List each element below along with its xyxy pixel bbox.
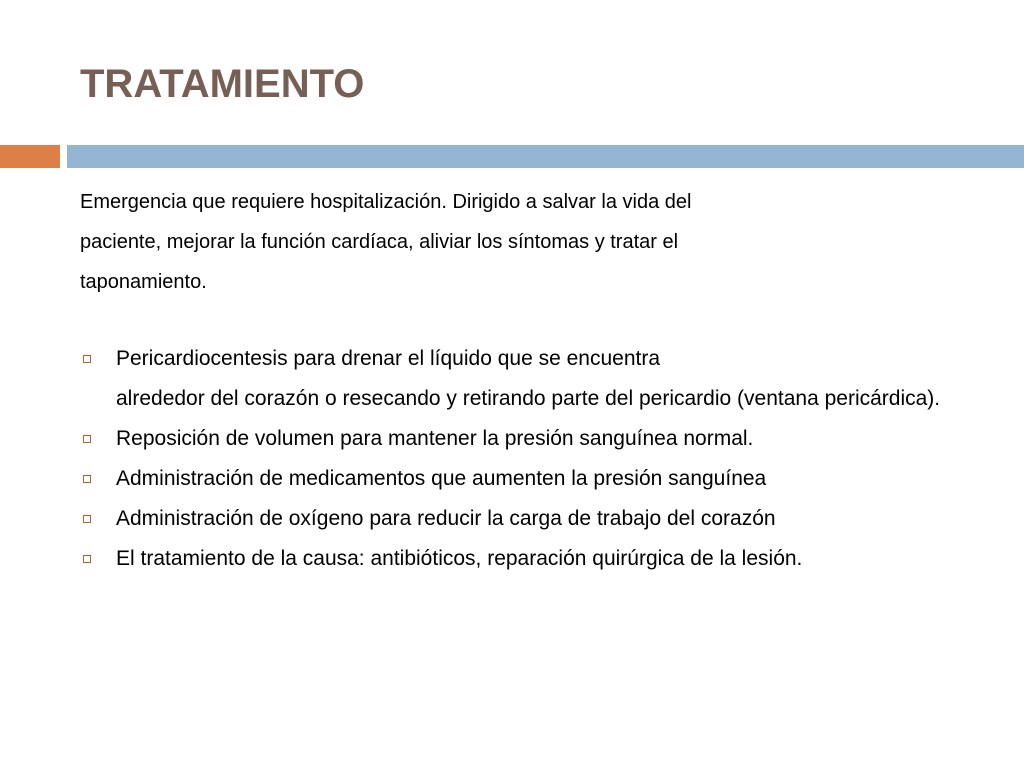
- accent-bar-orange: [0, 145, 60, 168]
- intro-line: Emergencia que requiere hospitalización. Dirigido a salvar la vida del: [80, 191, 692, 213]
- list-item: [80, 346, 980, 412]
- square-outline-icon: [83, 355, 91, 363]
- intro-paragraph: [80, 182, 880, 302]
- list-item-text: Reposición de volumen para mantener la presión sanguínea normal.: [116, 427, 754, 450]
- intro-line: paciente, mejorar la función cardíaca, aliviar los síntomas y tratar el: [80, 231, 679, 253]
- list-item: [80, 506, 980, 532]
- list-item-text: Administración de oxígeno para reducir la carga de trabajo del corazón: [116, 507, 776, 530]
- accent-bar-blue: [67, 145, 1024, 168]
- treatment-list: [80, 346, 980, 586]
- list-item: [80, 426, 980, 452]
- intro-line: taponamiento.: [80, 271, 207, 293]
- list-item-text: Administración de medicamentos que aumenten la presión sanguínea: [116, 467, 767, 490]
- list-item-text: El tratamiento de la causa: antibióticos, reparación quirúrgica de la lesión.: [116, 547, 803, 570]
- square-outline-icon: [83, 435, 91, 443]
- square-outline-icon: [83, 555, 91, 563]
- list-item: [80, 546, 980, 572]
- slide-title: TRATAMIENTO: [80, 62, 365, 106]
- list-item: [80, 466, 980, 492]
- square-outline-icon: [83, 515, 91, 523]
- square-outline-icon: [83, 475, 91, 483]
- list-item-continuation: alrededor del corazón o resecando y retirando parte del pericardio (ventana pericárdica).: [116, 387, 941, 410]
- list-item-text: Pericardiocentesis para drenar el líquido que se encuentra: [116, 347, 661, 370]
